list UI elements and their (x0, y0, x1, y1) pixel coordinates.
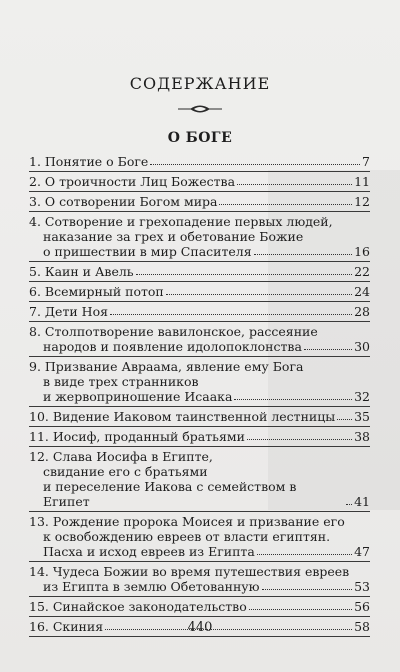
toc-entry (29, 597, 370, 617)
toc-entry (29, 212, 370, 262)
toc-entry-line: 1. Понятие о Боге (29, 154, 149, 169)
toc-entry-line: из Египта в землю Обетованную (43, 579, 260, 594)
toc-page-number: 53 (354, 579, 370, 594)
toc-entry-line: 5. Каин и Авель (29, 264, 134, 279)
toc-entry-line: 4. Сотворение и грехопадение первых людей, (29, 214, 333, 229)
toc-page-number: 56 (354, 599, 370, 614)
toc-page-number: 24 (354, 284, 370, 299)
toc-page-number: 35 (354, 409, 370, 424)
toc-entry (29, 447, 370, 512)
toc-entry-line: 11. Иосиф, проданный братьями (29, 429, 245, 444)
dot-leader (166, 294, 352, 295)
contents-heading: СОДЕРЖАНИЕ (129, 74, 271, 93)
dot-leader (136, 274, 352, 275)
dot-leader (337, 419, 352, 420)
toc-entry-line: 10. Видение Иаковом таинственной лестницы (29, 409, 336, 424)
dot-leader (304, 349, 352, 350)
toc-entry-line: о пришествии в мир Спасителя (43, 244, 252, 259)
toc-entry (29, 282, 370, 302)
toc-entry-line: 12. Слава Иосифа в Египте, (29, 449, 213, 464)
dot-leader (237, 184, 352, 185)
toc-entry (29, 322, 370, 357)
dot-leader (234, 399, 352, 400)
toc-entry-line: и жервоприношение Исаака (43, 389, 233, 404)
toc-page-number: 28 (354, 304, 370, 319)
toc-entry-line: 13. Рождение пророка Моисея и призвание его (29, 514, 345, 529)
toc-entry (29, 562, 370, 597)
toc-entry (29, 427, 370, 447)
toc-page-number: 22 (354, 264, 370, 279)
page-number: 440 (187, 620, 213, 635)
toc-entry (29, 192, 370, 212)
toc-page-number: 58 (354, 619, 370, 634)
toc-entry-line: 8. Столпотворение вавилонское, рассеяние (29, 324, 318, 339)
toc-entry (29, 172, 370, 192)
toc-entry-line: 15. Синайское законодательство (29, 599, 247, 614)
toc-entry-line: наказание за грех и обетование Божие (43, 229, 304, 244)
toc-entry (29, 357, 370, 407)
toc-page-number: 11 (354, 174, 370, 189)
toc-entry (29, 407, 370, 427)
toc-entry-line: 6. Всемирный потоп (29, 284, 164, 299)
toc-entry-line: 7. Дети Ноя (29, 304, 108, 319)
toc-entry-line: Пасха и исход евреев из Египта (43, 544, 255, 559)
dot-leader (150, 164, 360, 165)
dot-leader (346, 504, 352, 505)
toc-page-number: 12 (354, 194, 370, 209)
toc-entry-line: свидание его с братьями (43, 464, 208, 479)
dot-leader (247, 439, 352, 440)
toc-list (29, 152, 370, 637)
toc-entry-line: в виде трех странников (43, 374, 199, 389)
toc-entry-line: 14. Чудеса Божии во время путешествия евреев (29, 564, 350, 579)
toc-page-number: 16 (354, 244, 370, 259)
ornament-divider (176, 102, 224, 116)
dot-leader (219, 204, 352, 205)
toc-page-number: 47 (354, 544, 370, 559)
toc-page-number: 30 (354, 339, 370, 354)
toc-page-number: 41 (354, 494, 370, 509)
toc-entry (29, 152, 370, 172)
toc-entry (29, 262, 370, 282)
toc-entry-line: народов и появление идолопоклонства (43, 339, 302, 354)
dot-leader (110, 314, 352, 315)
toc-page-number: 38 (354, 429, 370, 444)
toc-entry-line: 16. Скиния (29, 619, 104, 634)
dot-leader (262, 589, 353, 590)
toc-entry-line: к освобождению евреев от власти египтян. (43, 529, 331, 544)
toc-entry-line: 2. О троичности Лиц Божества (29, 174, 236, 189)
toc-entry-line: 3. О сотворении Богом мира (29, 194, 218, 209)
dot-leader (249, 609, 352, 610)
toc-entry (29, 302, 370, 322)
section-title: О БОГЕ (167, 130, 233, 146)
dot-leader (257, 554, 352, 555)
toc-entry-line: 9. Призвание Авраама, явление ему Бога (29, 359, 304, 374)
dot-leader (254, 254, 352, 255)
toc-page-number: 7 (362, 154, 370, 169)
toc-page-number: 32 (354, 389, 370, 404)
toc-entry (29, 512, 370, 562)
toc-entry-line: и переселение Иакова с семейством в Египет (43, 479, 297, 509)
